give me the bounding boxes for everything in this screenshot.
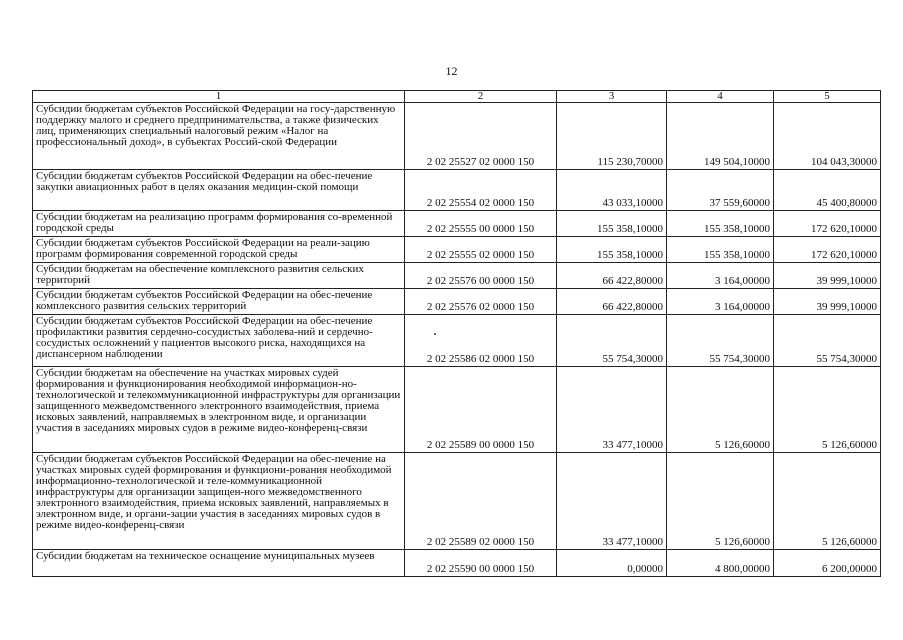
row-value-col4: 155 358,10000: [667, 211, 774, 237]
row-name: Субсидии бюджетам субъектов Российской Федерации на обес-печение на участках мировых судей формирования и функциони-рования необходимой информационно-технологической и теле-коммуникационной инфраструктуры для организации защищен-ного межведомственного электронного взаимодействия, приема исковых заявлений, направляемых в электронном виде, и органи-зации участия в заседаниях мировых судов в режиме видео-конференц-связи: [33, 453, 405, 550]
column-header: 3: [557, 91, 667, 103]
row-value-col3: 66 422,80000: [557, 289, 667, 315]
row-value-col3: 0,00000: [557, 550, 667, 577]
table-row: [33, 237, 881, 263]
row-value-col5: 104 043,30000: [774, 103, 881, 170]
column-header: 5: [774, 91, 881, 103]
table-row: [33, 315, 881, 367]
row-value-col4: 55 754,30000: [667, 315, 774, 367]
row-value-col5: 172 620,10000: [774, 237, 881, 263]
row-value-col4: 4 800,00000: [667, 550, 774, 577]
table-row: [33, 103, 881, 170]
row-value-col4: 5 126,60000: [667, 453, 774, 550]
row-value-col5: 39 999,10000: [774, 263, 881, 289]
row-value-col4: 5 126,60000: [667, 367, 774, 453]
row-value-col3: 115 230,70000: [557, 103, 667, 170]
row-code: 2 02 25576 02 0000 150: [405, 289, 557, 315]
row-value-col3: 33 477,10000: [557, 453, 667, 550]
row-name: Субсидии бюджетам субъектов Российской Федерации на обес-печение профилактики развития сердечно-сосудистых заболева-ний и сердечно-сосудистых осложнений у пациентов высокого риска, находящихся на диспансерном наблюдении: [33, 315, 405, 367]
table-header-row: [33, 91, 881, 103]
row-code: 2 02 25555 02 0000 150: [405, 237, 557, 263]
row-value-col4: 37 559,60000: [667, 170, 774, 211]
page-number: 12: [445, 64, 458, 78]
table-row: [33, 550, 881, 577]
row-code: 2 02 25586 02 0000 150: [405, 315, 557, 367]
column-header: 1: [33, 91, 405, 103]
column-header: 2: [405, 91, 557, 103]
row-value-col5: 39 999,10000: [774, 289, 881, 315]
column-header: 4: [667, 91, 774, 103]
row-value-col5: 5 126,60000: [774, 453, 881, 550]
row-name: Субсидии бюджетам на техническое оснащение муниципальных музеев: [33, 550, 405, 577]
row-name: Субсидии бюджетам на реализацию программ формирования со-временной городской среды: [33, 211, 405, 237]
row-value-col3: 155 358,10000: [557, 211, 667, 237]
row-name: Субсидии бюджетам субъектов Российской Федерации на реали-зацию программ формирования современной городской среды: [33, 237, 405, 263]
row-value-col5: 172 620,10000: [774, 211, 881, 237]
row-code: 2 02 25555 00 0000 150: [405, 211, 557, 237]
row-code: 2 02 25576 00 0000 150: [405, 263, 557, 289]
row-value-col3: 55 754,30000: [557, 315, 667, 367]
row-value-col5: 45 400,80000: [774, 170, 881, 211]
row-name: Субсидии бюджетам субъектов Российской Федерации на госу-дарственную поддержку малого и среднего предпринимательства, а также физических лиц, применяющих специальный налоговый режим «Налог на профессиональный доход», в субъектах Россий-ской Федерации: [33, 103, 405, 170]
row-value-col3: 43 033,10000: [557, 170, 667, 211]
row-value-col3: 66 422,80000: [557, 263, 667, 289]
table-row: [33, 367, 881, 453]
row-value-col4: 3 164,00000: [667, 263, 774, 289]
row-value-col5: 5 126,60000: [774, 367, 881, 453]
row-name: Субсидии бюджетам на обеспечение на участках мировых судей формирования и функционирования необходимой информацион-но-технологической и телекоммуникационной инфраструктуры для организации защищенного межведомственного электронного взаимодействия, приема исковых заявлений, направляемых в электронном виде, и организации участия в заседаниях мировых судов в режиме видео-конференц-связи: [33, 367, 405, 453]
row-value-col3: 33 477,10000: [557, 367, 667, 453]
table-row: [33, 453, 881, 550]
row-value-col5: 55 754,30000: [774, 315, 881, 367]
scan-speck: [434, 333, 436, 335]
table-row: [33, 211, 881, 237]
table-row: [33, 289, 881, 315]
row-name: Субсидии бюджетам на обеспечение комплексного развития сельских территорий: [33, 263, 405, 289]
row-code: 2 02 25589 02 0000 150: [405, 453, 557, 550]
row-code: 2 02 25527 02 0000 150: [405, 103, 557, 170]
row-value-col4: 155 358,10000: [667, 237, 774, 263]
row-value-col5: 6 200,00000: [774, 550, 881, 577]
table-row: [33, 170, 881, 211]
budget-table: [32, 90, 881, 577]
row-value-col4: 149 504,10000: [667, 103, 774, 170]
table-row: [33, 263, 881, 289]
row-code: 2 02 25554 02 0000 150: [405, 170, 557, 211]
row-name: Субсидии бюджетам субъектов Российской Федерации на обес-печение комплексного развития сельских территорий: [33, 289, 405, 315]
row-code: 2 02 25589 00 0000 150: [405, 367, 557, 453]
row-value-col4: 3 164,00000: [667, 289, 774, 315]
row-value-col3: 155 358,10000: [557, 237, 667, 263]
row-name: Субсидии бюджетам субъектов Российской Федерации на обес-печение закупки авиационных работ в целях оказания медицин-ской помощи: [33, 170, 405, 211]
row-code: 2 02 25590 00 0000 150: [405, 550, 557, 577]
